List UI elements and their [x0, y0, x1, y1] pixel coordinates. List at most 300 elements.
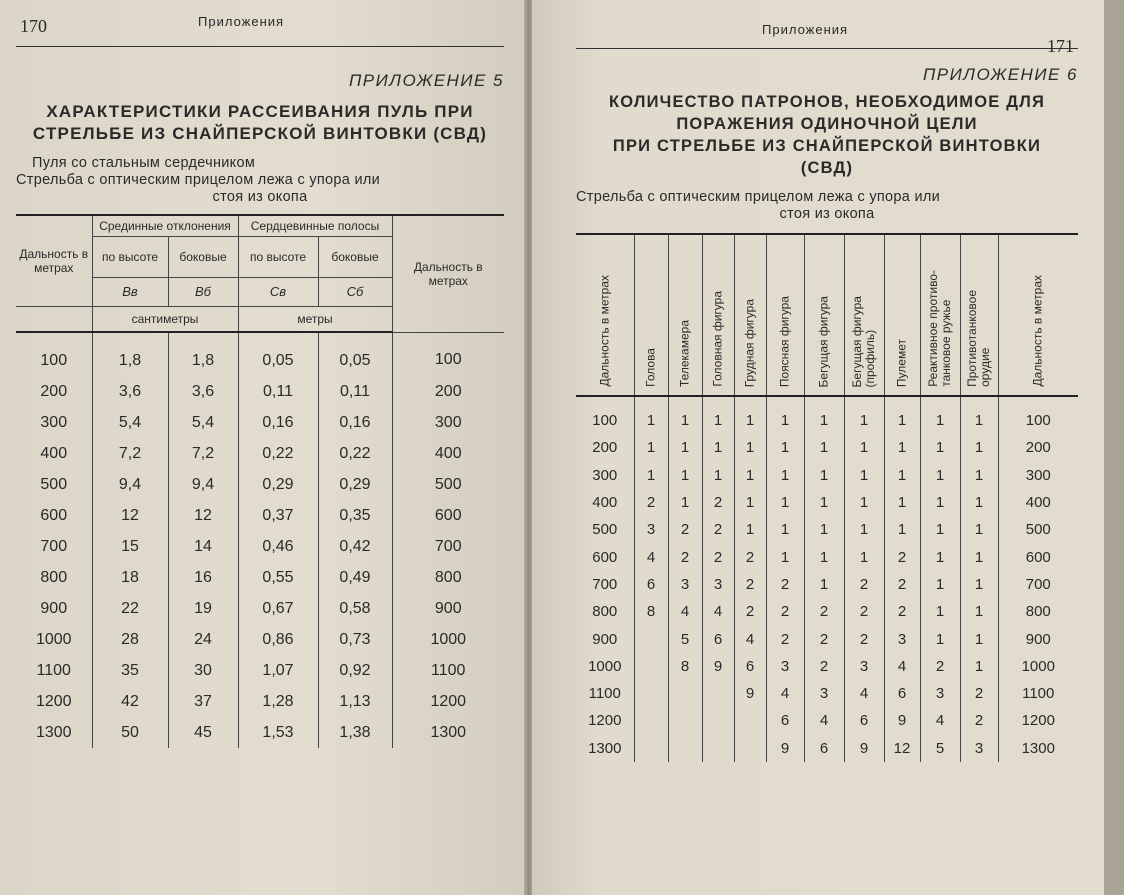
value-cell: 1 [734, 462, 766, 489]
title-line: СТРЕЛЬБЕ ИЗ СНАЙПЕРСКОЙ ВИНТОВКИ (СВД) [32, 124, 488, 143]
value-cell: 3,6 [92, 376, 168, 407]
title-line: КОЛИЧЕСТВО ПАТРОНОВ, НЕОБХОДИМОЕ ДЛЯ [608, 93, 1046, 111]
value-cell: 4 [702, 598, 734, 625]
value-cell: 1 [844, 516, 884, 543]
value-cell: 7,2 [168, 438, 238, 469]
column-header-label: Бегущая фигура (профиль) [850, 295, 877, 387]
value-cell: 6 [634, 571, 668, 598]
value-cell: 0,16 [238, 407, 318, 438]
range-cell: 1200 [35, 692, 72, 710]
value-cell: 2 [960, 707, 998, 734]
value-cell: 1 [668, 396, 702, 434]
value-cell: 0,22 [318, 438, 392, 469]
value-cell: 1 [960, 625, 998, 652]
value-cell [734, 735, 766, 762]
subtitle-line: стоя из окопа [779, 206, 875, 222]
value-cell: 3 [702, 571, 734, 598]
value-cell: 0,73 [318, 624, 392, 655]
range-cell: 800 [998, 598, 1078, 625]
value-cell: 1,53 [238, 717, 318, 748]
value-cell: 4 [884, 653, 920, 680]
column-header [668, 234, 702, 396]
value-cell: 1 [702, 434, 734, 461]
value-cell: 1,28 [238, 686, 318, 717]
value-cell: 6 [734, 653, 766, 680]
value-cell: 9,4 [168, 469, 238, 500]
subtitle-line: Пуля со стальным сердечником [32, 155, 256, 171]
value-cell: 15 [92, 531, 168, 562]
range-cell: 700 [592, 575, 618, 593]
value-cell: 8 [634, 598, 668, 625]
header-core-group: Сердцевинные полосы [238, 215, 392, 237]
range-cell: 700 [998, 571, 1078, 598]
title-line: ПОРАЖЕНИЯ ОДИНОЧНОЙ ЦЕЛИ [676, 115, 978, 133]
value-cell: 1 [766, 489, 804, 516]
left-page [0, 0, 526, 895]
range-cell: 600 [592, 548, 618, 566]
value-cell: 1 [960, 598, 998, 625]
value-cell: 1 [844, 396, 884, 434]
rounds-table-header [576, 234, 1078, 396]
page-number: 171 [1047, 36, 1074, 56]
table-row [576, 489, 1078, 516]
value-cell: 1,13 [318, 686, 392, 717]
value-cell [702, 680, 734, 707]
range-cell: 600 [392, 500, 504, 531]
value-cell: 1 [960, 653, 998, 680]
range-cell: 1000 [392, 624, 504, 655]
column-header-label: Пулемет [894, 338, 909, 387]
value-cell: 3 [844, 653, 884, 680]
range-cell: 1200 [588, 712, 622, 730]
value-cell: 1 [884, 489, 920, 516]
table-row [576, 735, 1078, 762]
value-cell [634, 707, 668, 734]
range-cell: 1300 [35, 723, 72, 741]
value-cell [634, 625, 668, 652]
value-cell: 3 [766, 653, 804, 680]
value-cell: 2 [702, 516, 734, 543]
value-cell: 1 [884, 434, 920, 461]
value-cell: 6 [766, 707, 804, 734]
value-cell: 1,38 [318, 717, 392, 748]
value-cell: 0,05 [238, 332, 318, 376]
value-cell: 2 [634, 489, 668, 516]
value-cell: 0,49 [318, 562, 392, 593]
value-cell: 2 [702, 489, 734, 516]
value-cell: 2 [702, 543, 734, 570]
column-header-label: Бегущая фигура [816, 295, 831, 387]
header-blank [16, 307, 92, 333]
value-cell: 1 [668, 434, 702, 461]
column-header [734, 234, 766, 396]
range-cell: 1300 [588, 739, 622, 757]
value-cell: 5,4 [92, 407, 168, 438]
value-cell: 9 [702, 653, 734, 680]
table-row [576, 543, 1078, 570]
table-row [16, 593, 504, 624]
value-cell: 1 [804, 396, 844, 434]
table-subtitle [16, 155, 504, 206]
value-cell [702, 735, 734, 762]
value-cell: 2 [766, 571, 804, 598]
value-cell: 1 [702, 396, 734, 434]
range-cell: 200 [592, 439, 618, 457]
title-line: ПРИ СТРЕЛЬБЕ ИЗ СНАЙПЕРСКОЙ ВИНТОВКИ [612, 137, 1042, 155]
subtitle-line: Стрельба с оптическим прицелом лежа с упора или [576, 189, 941, 205]
symbol-vb: Вб [168, 278, 238, 307]
table-row [16, 562, 504, 593]
symbol-vv: Вв [92, 278, 168, 307]
value-cell: 6 [884, 680, 920, 707]
table-row [16, 438, 504, 469]
appendix-label: ПРИЛОЖЕНИЕ 5 [348, 71, 504, 90]
value-cell: 3,6 [168, 376, 238, 407]
value-cell: 2 [884, 571, 920, 598]
value-cell: 3 [884, 625, 920, 652]
value-cell: 12 [884, 735, 920, 762]
range-cell: 1000 [998, 653, 1078, 680]
table-row [576, 571, 1078, 598]
value-cell: 1 [844, 543, 884, 570]
value-cell [668, 707, 702, 734]
range-cell: 300 [40, 413, 68, 431]
value-cell: 1 [884, 396, 920, 434]
range-cell: 300 [998, 462, 1078, 489]
page-edge [1104, 0, 1124, 895]
column-header-label: Дальность в метрах [1030, 275, 1045, 387]
column-header [702, 234, 734, 396]
value-cell: 2 [844, 571, 884, 598]
range-cell: 1300 [392, 717, 504, 748]
value-cell: 1 [920, 434, 960, 461]
value-cell: 4 [844, 680, 884, 707]
value-cell: 1 [884, 516, 920, 543]
value-cell: 6 [844, 707, 884, 734]
value-cell: 1 [634, 396, 668, 434]
value-cell: 1 [960, 489, 998, 516]
running-header [16, 8, 504, 47]
value-cell: 1 [804, 462, 844, 489]
value-cell: 24 [168, 624, 238, 655]
running-head-title: Приложения [198, 14, 285, 29]
value-cell: 0,67 [238, 593, 318, 624]
value-cell: 2 [804, 625, 844, 652]
range-cell: 500 [998, 516, 1078, 543]
value-cell: 2 [844, 598, 884, 625]
value-cell: 37 [168, 686, 238, 717]
column-header [884, 234, 920, 396]
table-row [16, 717, 504, 748]
dispersion-table [16, 214, 504, 748]
value-cell: 1 [960, 571, 998, 598]
range-cell: 300 [392, 407, 504, 438]
value-cell: 1 [766, 543, 804, 570]
value-cell: 0,11 [238, 376, 318, 407]
value-cell: 1 [844, 434, 884, 461]
value-cell: 1,8 [168, 332, 238, 376]
appendix-label: ПРИЛОЖЕНИЕ 6 [922, 65, 1078, 84]
column-header [920, 234, 960, 396]
value-cell: 5 [668, 625, 702, 652]
column-header-label: Телекамера [677, 319, 692, 387]
range-cell: 1100 [998, 680, 1078, 707]
value-cell: 22 [92, 593, 168, 624]
range-cell: 400 [998, 489, 1078, 516]
range-cell: 200 [40, 382, 68, 400]
range-cell: 600 [40, 506, 68, 524]
range-cell: 100 [592, 412, 618, 430]
column-header [998, 234, 1078, 396]
value-cell: 14 [168, 531, 238, 562]
range-cell: 600 [998, 543, 1078, 570]
page-number: 170 [20, 16, 47, 36]
value-cell: 1 [960, 462, 998, 489]
range-cell: 300 [592, 466, 618, 484]
unit-meters: метры [238, 307, 392, 333]
value-cell: 1,07 [238, 655, 318, 686]
value-cell: 2 [844, 625, 884, 652]
value-cell: 1 [804, 489, 844, 516]
value-cell [634, 653, 668, 680]
value-cell: 0,92 [318, 655, 392, 686]
value-cell: 1 [844, 489, 884, 516]
value-cell: 1 [734, 489, 766, 516]
range-cell: 900 [998, 625, 1078, 652]
range-cell: 1300 [998, 735, 1078, 762]
column-header [576, 234, 634, 396]
value-cell: 5,4 [168, 407, 238, 438]
table-row [16, 332, 504, 376]
header-range-right: Дальность в метрах [392, 215, 504, 332]
value-cell: 4 [634, 543, 668, 570]
column-header [634, 234, 668, 396]
range-cell: 1000 [35, 630, 72, 648]
header-lateral: боковые [318, 237, 392, 278]
subtitle-line: стоя из окопа [212, 189, 308, 205]
range-cell: 200 [392, 376, 504, 407]
table-title [576, 91, 1078, 179]
value-cell [668, 680, 702, 707]
value-cell: 8 [668, 653, 702, 680]
range-cell: 1100 [36, 661, 71, 679]
column-header-label: Дальность в метрах [597, 275, 612, 387]
range-cell: 500 [392, 469, 504, 500]
range-cell: 800 [40, 568, 68, 586]
range-cell: 100 [998, 396, 1078, 434]
value-cell: 5 [920, 735, 960, 762]
subtitle-line: Стрельба с оптическим прицелом лежа с упора или [16, 172, 381, 188]
value-cell: 9 [734, 680, 766, 707]
table-row [576, 396, 1078, 434]
value-cell: 1 [668, 462, 702, 489]
value-cell: 2 [884, 543, 920, 570]
value-cell: 1 [960, 396, 998, 434]
value-cell: 4 [766, 680, 804, 707]
value-cell: 1 [920, 598, 960, 625]
value-cell: 0,29 [318, 469, 392, 500]
value-cell [634, 735, 668, 762]
value-cell: 9 [884, 707, 920, 734]
value-cell: 1 [920, 571, 960, 598]
value-cell: 7,2 [92, 438, 168, 469]
value-cell: 30 [168, 655, 238, 686]
value-cell: 42 [92, 686, 168, 717]
value-cell: 4 [920, 707, 960, 734]
value-cell: 4 [668, 598, 702, 625]
value-cell: 2 [884, 598, 920, 625]
value-cell: 0,11 [318, 376, 392, 407]
range-cell: 1200 [998, 707, 1078, 734]
value-cell: 35 [92, 655, 168, 686]
table-row [16, 407, 504, 438]
value-cell: 18 [92, 562, 168, 593]
value-cell: 1 [668, 489, 702, 516]
value-cell: 1 [920, 462, 960, 489]
value-cell: 0,42 [318, 531, 392, 562]
value-cell: 50 [92, 717, 168, 748]
value-cell: 1 [920, 396, 960, 434]
header-median-group: Срединные отклонения [92, 215, 238, 237]
value-cell: 0,46 [238, 531, 318, 562]
value-cell: 0,22 [238, 438, 318, 469]
value-cell: 2 [734, 543, 766, 570]
header-height: по высоте [92, 237, 168, 278]
value-cell: 1 [634, 462, 668, 489]
value-cell: 1,8 [92, 332, 168, 376]
column-header [766, 234, 804, 396]
table-row [576, 707, 1078, 734]
value-cell [702, 707, 734, 734]
value-cell: 2 [804, 598, 844, 625]
value-cell: 1 [634, 434, 668, 461]
value-cell: 2 [960, 680, 998, 707]
range-cell: 500 [40, 475, 68, 493]
range-cell: 500 [592, 521, 618, 539]
table-row [16, 469, 504, 500]
value-cell: 16 [168, 562, 238, 593]
range-cell: 400 [592, 494, 618, 512]
value-cell: 1 [804, 543, 844, 570]
symbol-sv: Св [238, 278, 318, 307]
column-header-label: Реактивное противо- танковое ружье [926, 270, 953, 387]
range-cell: 1000 [588, 657, 622, 675]
value-cell: 45 [168, 717, 238, 748]
value-cell: 0,05 [318, 332, 392, 376]
value-cell: 12 [168, 500, 238, 531]
table-row [16, 624, 504, 655]
value-cell: 1 [734, 516, 766, 543]
rounds-table [576, 233, 1078, 762]
range-cell: 800 [592, 603, 618, 621]
dispersion-table-body [16, 332, 504, 748]
value-cell: 1 [804, 516, 844, 543]
rounds-table-body [576, 396, 1078, 762]
column-header-label: Поясная фигура [777, 295, 792, 387]
value-cell: 0,16 [318, 407, 392, 438]
value-cell: 0,55 [238, 562, 318, 593]
column-header-label: Головная фигура [710, 291, 725, 387]
value-cell: 1 [766, 434, 804, 461]
value-cell: 0,35 [318, 500, 392, 531]
range-cell: 900 [392, 593, 504, 624]
value-cell: 1 [960, 543, 998, 570]
running-head-title: Приложения [762, 22, 849, 37]
value-cell [634, 680, 668, 707]
value-cell: 2 [734, 598, 766, 625]
value-cell: 3 [920, 680, 960, 707]
column-header-label: Противотанковое орудие [965, 290, 992, 387]
value-cell: 0,58 [318, 593, 392, 624]
column-header-label: Грудная фигура [742, 298, 757, 387]
value-cell: 1 [766, 396, 804, 434]
value-cell: 1 [920, 543, 960, 570]
value-cell: 1 [844, 462, 884, 489]
value-cell: 6 [804, 735, 844, 762]
value-cell: 2 [734, 571, 766, 598]
range-cell: 1100 [588, 685, 621, 703]
value-cell: 0,86 [238, 624, 318, 655]
header-height: по высоте [238, 237, 318, 278]
value-cell: 0,29 [238, 469, 318, 500]
value-cell: 9,4 [92, 469, 168, 500]
range-cell: 400 [392, 438, 504, 469]
header-lateral: боковые [168, 237, 238, 278]
right-page [532, 0, 1104, 895]
table-row [576, 625, 1078, 652]
value-cell: 3 [668, 571, 702, 598]
value-cell: 1 [960, 516, 998, 543]
value-cell: 1 [960, 434, 998, 461]
table-row [16, 531, 504, 562]
column-header [844, 234, 884, 396]
symbol-sb: Сб [318, 278, 392, 307]
title-line: ХАРАКТЕРИСТИКИ РАССЕИВАНИЯ ПУЛЬ ПРИ [46, 102, 474, 121]
range-cell: 200 [998, 434, 1078, 461]
value-cell: 2 [668, 543, 702, 570]
range-cell: 400 [40, 444, 68, 462]
value-cell: 3 [804, 680, 844, 707]
value-cell: 2 [804, 653, 844, 680]
unit-centimeters: сантиметры [92, 307, 238, 333]
value-cell: 6 [702, 625, 734, 652]
value-cell: 9 [844, 735, 884, 762]
table-row [576, 462, 1078, 489]
range-cell: 700 [40, 537, 68, 555]
range-cell: 800 [392, 562, 504, 593]
table-row [16, 686, 504, 717]
table-row [576, 516, 1078, 543]
range-cell: 100 [392, 332, 504, 376]
table-row [16, 655, 504, 686]
value-cell: 4 [734, 625, 766, 652]
table-row [576, 434, 1078, 461]
column-header-label: Голова [643, 348, 658, 387]
range-cell: 900 [40, 599, 68, 617]
title-line: (СВД) [800, 159, 854, 177]
range-cell: 100 [40, 351, 68, 369]
table-row [16, 500, 504, 531]
value-cell: 1 [734, 396, 766, 434]
value-cell: 1 [766, 516, 804, 543]
value-cell: 2 [668, 516, 702, 543]
range-cell: 900 [592, 630, 618, 648]
table-subtitle [576, 189, 1078, 223]
value-cell: 1 [734, 434, 766, 461]
value-cell: 9 [766, 735, 804, 762]
value-cell: 1 [884, 462, 920, 489]
table-title [16, 101, 504, 145]
